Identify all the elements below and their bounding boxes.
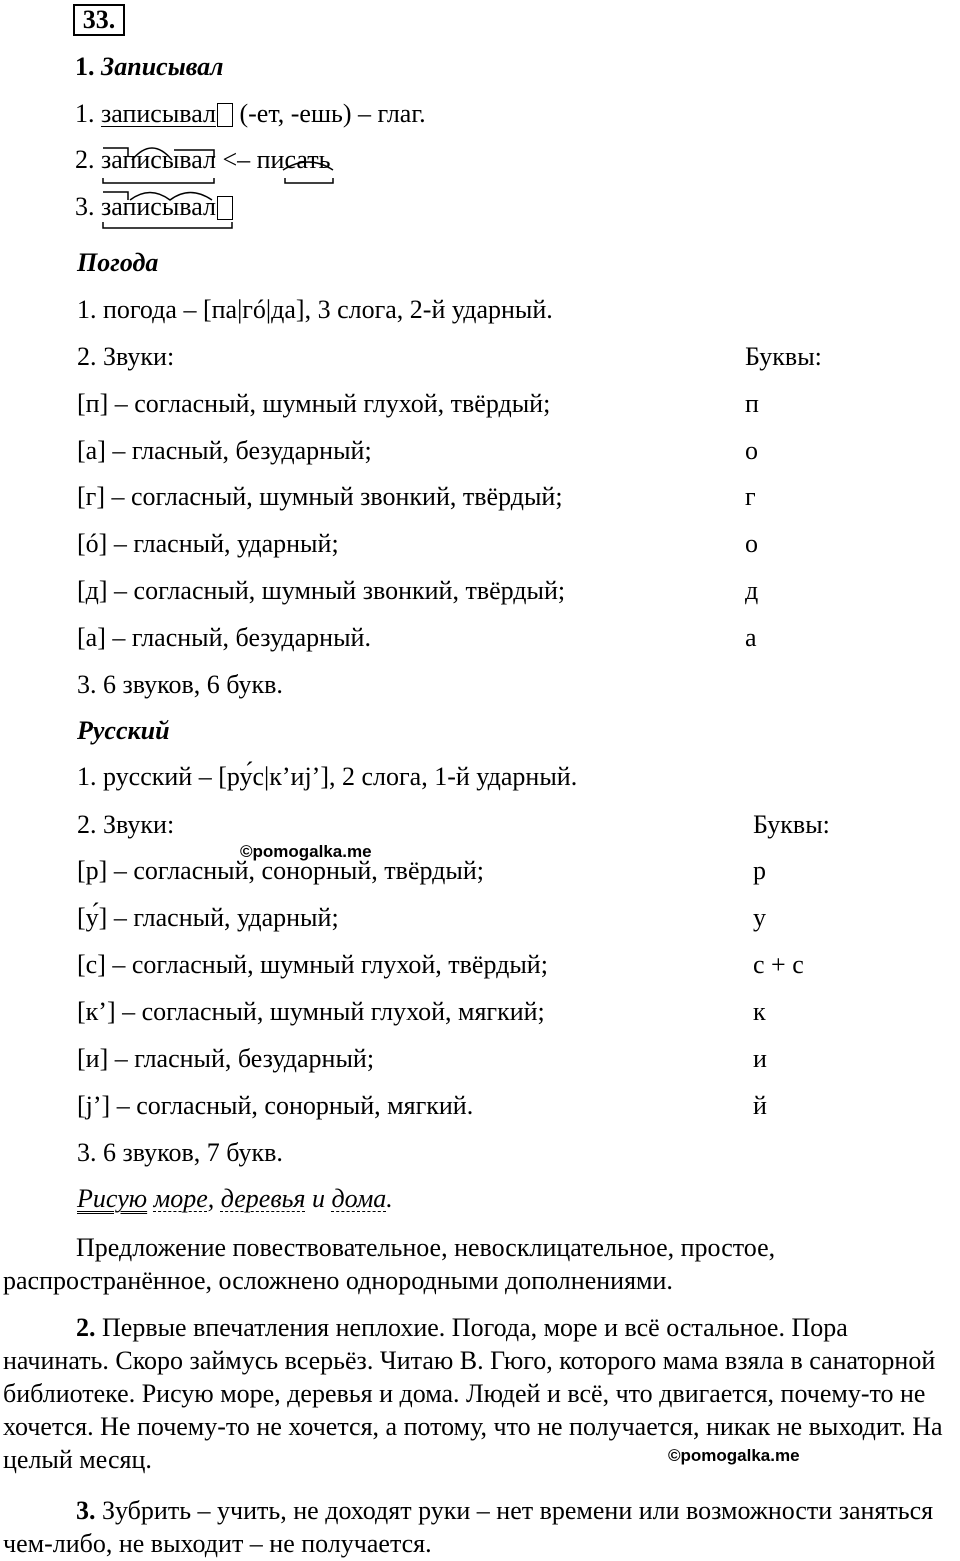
pogoda-letter-3: г: [745, 482, 756, 511]
base-mark-pisat-icon: [285, 178, 333, 183]
watermark: ©pomogalka.me: [240, 842, 372, 861]
part3-text: Зубрить – учить, не доходят руки – нет времени или возможности заняться чем-либо, не выходит – не получается.: [3, 1496, 934, 1558]
russkiy-row-3: [с] – согласный, шумный глухой, твёрдый;: [77, 950, 548, 979]
pogoda-letter-6: а: [745, 623, 757, 652]
part3-label: 3.: [76, 1496, 96, 1525]
pogoda-row-6: [а] – гласный, безударный.: [77, 623, 371, 652]
pogoda-row-2: [а] – гласный, безударный;: [77, 436, 372, 465]
exercise-number: 33.: [82, 5, 116, 34]
pogoda-line1: 1. погода – [па|гó|да], 3 слога, 2-й ударный.: [77, 295, 553, 324]
morph-line-3-num: 3.: [75, 192, 95, 221]
russkiy-letter-5: и: [753, 1044, 767, 1073]
russkiy-row-1: [р] – согласный, сонорный, твёрдый;: [77, 856, 484, 885]
pogoda-sounds-label: 2. Звуки:: [77, 342, 175, 371]
suffix-mark-icon: [174, 150, 214, 158]
part3-paragraph: [3, 1494, 960, 1560]
pogoda-letter-5: д: [745, 576, 759, 605]
object-word-3: дома: [331, 1184, 387, 1213]
sentence-analysis: Предложение повествовательное, невосклицательное, простое, распространённое, осложнено однородными дополнениями.: [3, 1233, 776, 1295]
pogoda-letter-4: о: [745, 529, 758, 558]
russkiy-sounds-label: 2. Звуки:: [77, 810, 175, 839]
pogoda-row-1: [п] – согласный, шумный глухой, твёрдый;: [77, 389, 551, 418]
pogoda-summary: 3. 6 звуков, 6 букв.: [77, 670, 283, 699]
pogoda-heading: Погода: [77, 248, 159, 277]
object-word-2: деревья: [220, 1184, 306, 1213]
russkiy-row-4: [к’] – согласный, шумный глухой, мягкий;: [77, 997, 545, 1026]
russkiy-summary: 3. 6 звуков, 7 букв.: [77, 1138, 283, 1167]
pogoda-letters-label: Буквы:: [745, 342, 822, 371]
root-arc-pisat-icon: [283, 162, 333, 170]
morph-word-3: записывал: [101, 192, 233, 222]
russkiy-heading: Русский: [77, 716, 170, 745]
conjunction: и: [312, 1184, 326, 1213]
pogoda-row-5: [д] – согласный, шумный звонкий, твёрдый;: [77, 576, 566, 605]
predicate-word: Рисую: [77, 1184, 148, 1213]
morph-line-1-num: 1.: [75, 99, 95, 128]
morph-word-1: записывал: [101, 99, 233, 129]
russkiy-letter-4: к: [753, 997, 766, 1026]
morph-line-2-rest: <– писать: [222, 145, 331, 174]
russkiy-letter-1: р: [753, 856, 766, 885]
russkiy-row-2: [у́] – гласный, ударный;: [77, 903, 339, 932]
prefix-mark-icon: [103, 148, 128, 157]
pogoda-row-4: [ó] – гласный, ударный;: [77, 529, 339, 558]
morph-line-2-num: 2.: [75, 145, 95, 174]
russkiy-letter-6: й: [753, 1091, 767, 1120]
russkiy-line1: 1. русский – [ру́с|к’иj’], 2 слога, 1-й ударный.: [77, 762, 578, 791]
pogoda-letter-2: о: [745, 436, 758, 465]
parsed-sentence: Рисую море, деревья и дома.: [77, 1184, 393, 1213]
russkiy-letters-label: Буквы:: [753, 810, 830, 839]
object-word-1: море: [153, 1184, 208, 1213]
pogoda-row-3: [г] – согласный, шумный звонкий, твёрдый;: [77, 482, 563, 511]
base-mark-3-icon: [103, 222, 232, 228]
part1-word: Записывал: [101, 52, 224, 81]
part2-paragraph: [3, 1311, 960, 1476]
part1-label: 1.: [75, 52, 95, 81]
part2-text: Первые впечатления неплохие. Погода, море и всё остальное. Пора начинать. Скоро займусь всерьёз. Читаю В. Гюго, которого мама взяла в санаторной библиотеке. Рисую море, деревья и дома. Людей и всё, что двигается, почему-то не хочется. Не почему-то не хочется, а потому, что не получается, никак не выходит. На целый месяц.: [3, 1313, 943, 1474]
russkiy-row-5: [и] – гласный, безударный;: [77, 1044, 375, 1073]
morph-line-1-rest: (-ет, -ешь) – глаг.: [239, 99, 426, 128]
russkiy-letter-2: у: [753, 903, 766, 932]
pogoda-letter-1: п: [745, 389, 759, 418]
russkiy-letter-3: с + с: [753, 950, 804, 979]
base-mark-icon: [103, 178, 214, 183]
part2-label: 2.: [76, 1313, 96, 1342]
morph-word-2: записывал: [101, 145, 216, 174]
root-arc-icon: [132, 148, 172, 160]
russkiy-row-6: [j’] – согласный, сонорный, мягкий.: [77, 1091, 474, 1120]
morph-line-3: [75, 192, 233, 222]
ending-box-3-icon: [217, 196, 233, 220]
watermark: ©pomogalka.me: [668, 1446, 800, 1465]
